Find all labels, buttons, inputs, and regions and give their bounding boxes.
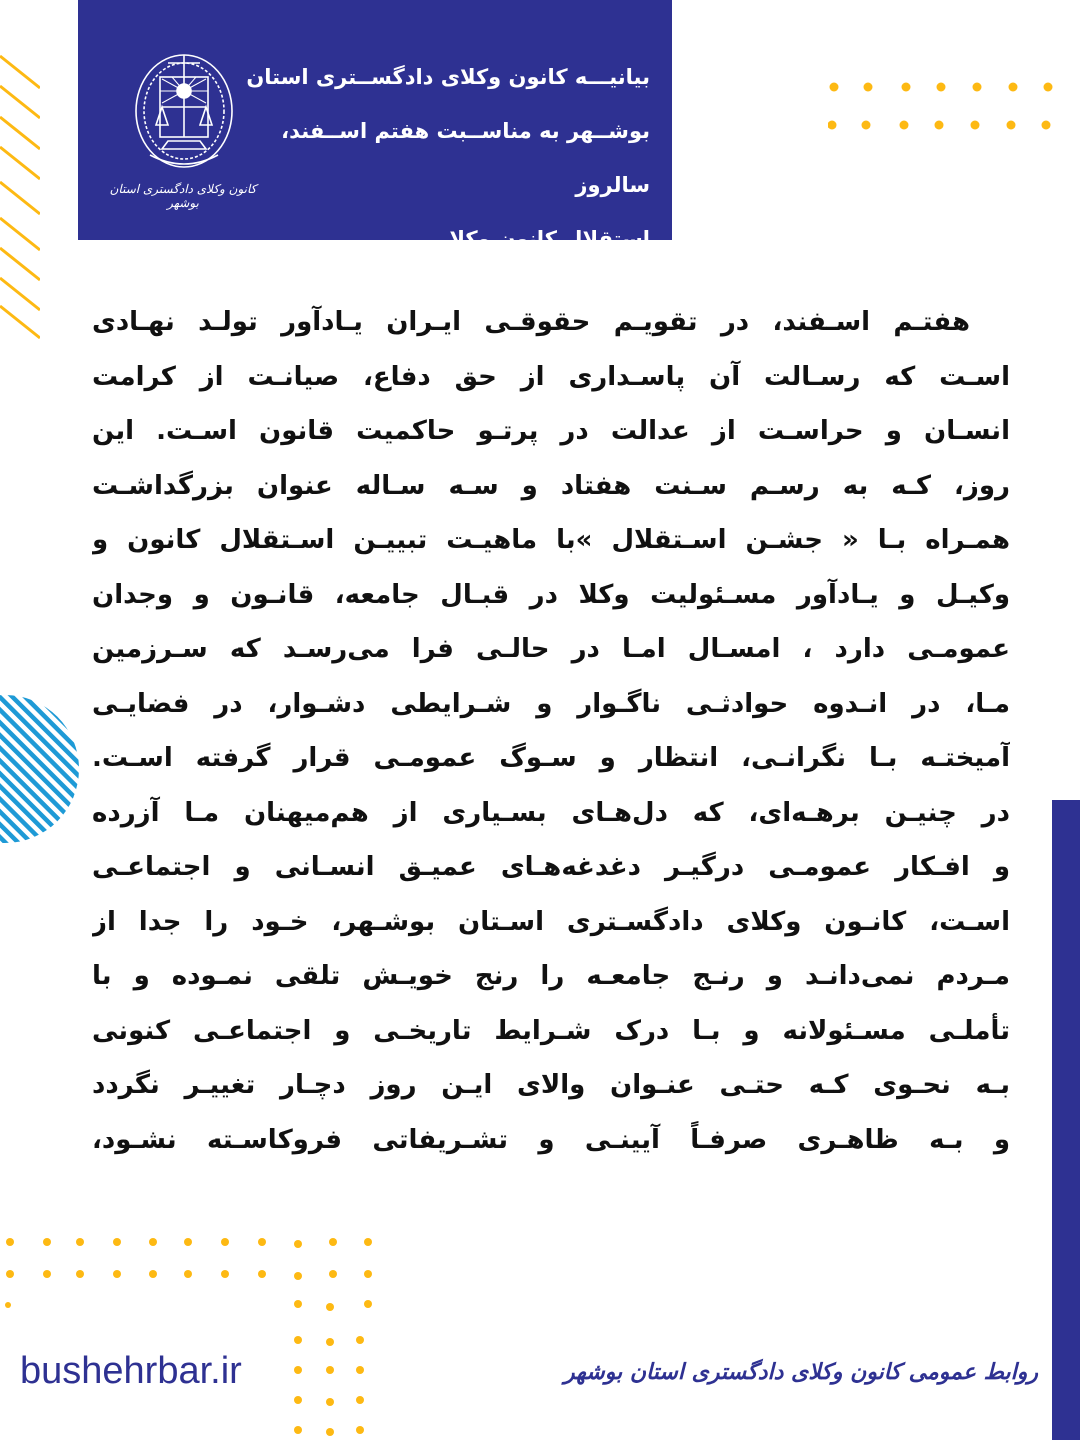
right-accent-bar xyxy=(1052,800,1080,1440)
yellow-dot-grid-bottom-icon xyxy=(0,1230,380,1440)
yellow-diagonal-stripes-icon xyxy=(0,40,40,340)
body-line: آمیختـه بـا نگرانـی، انتظار و سـوگ عمومـی قرار گرفته اسـت. xyxy=(92,743,1010,773)
body-line: تأملـی مسـئولانه و بـا درک شـرایط تاریخـی و اجتماعـی کنونی xyxy=(92,1015,1010,1046)
title-line: بوشــهر به مناســبت هفتم اســفند، سالروز xyxy=(281,119,650,197)
body-line: بـه نحـوی کـه حتـی عنـوان والای ایـن روز دچـار تغییـر نگردد xyxy=(92,1070,1010,1100)
body-line: مـردم نمی‌دانـد و رنـج جامعـه را رنج خویـش تلقی نمـوده و با xyxy=(92,961,1010,991)
title-line: استقلال کانون وکلا xyxy=(449,227,650,251)
statement-body xyxy=(92,295,1010,1167)
yellow-dot-grid-icon xyxy=(828,80,1058,130)
body-line: انسـان و حراسـت از عدالت در پرتـو حاکمیت قانون اسـت. این xyxy=(92,416,1010,446)
title-line: بیانیـــه کانون وکلای دادگســتری استان xyxy=(246,65,650,89)
body-line: همـراه بـا « جشـن اسـتقلال »با ماهیـت تبییـن اسـتقلال کانون و xyxy=(92,525,1010,555)
body-line: مـا، در انـدوه حوادثـی ناگـوار و شـرایطی دشـوار، در فضایـی xyxy=(92,688,1010,719)
body-line: و بـه ظاهـری صرفـاً آیینـی و تشـریفاتی فروکاسـته نشـود، xyxy=(92,1124,1010,1155)
blue-striped-circle-icon xyxy=(0,694,80,844)
body-line: روز، کـه به رسـم سـنت هفتاد و سـه سـاله عنوان بزرگداشـت xyxy=(92,470,1010,501)
body-line: عمومـی دارد ، امسـال امـا در حالـی فرا می‌رسـد که سـرزمین xyxy=(92,634,1010,664)
body-line: هفتـم اسـفند، در تقویـم حقوقـی ایـران یـادآور تولـد نهـادی xyxy=(92,307,970,337)
footer-organization: روابط عمومی کانون وکلای دادگستری استان بوشهر xyxy=(564,1360,1038,1385)
body-line: و افـکار عمومـی درگیـر دغدغه‌هـای عمیـق انسـانی و اجتماعـی xyxy=(92,852,1010,882)
body-line: اسـت، کانـون وکلای دادگسـتری اسـتان بوشـهر، خـود را جدا از xyxy=(92,906,1010,937)
header-banner xyxy=(78,0,672,251)
website-link[interactable]: bushehrbar.ir xyxy=(20,1350,242,1392)
body-line: در چنیـن برهـه‌ای، که دل‌هـای بسـیاری از هم‌میهنان مـا آزرده xyxy=(92,797,1010,828)
emblem-caption: کانون وکلای دادگستری استان بوشهر xyxy=(109,182,257,210)
body-line: وکیـل و یـادآور مسـئولیت وکلا در قبـال جامعه، قانـون و وجدان xyxy=(92,579,1010,610)
body-line: اسـت که رسـالت آن پاسـداری از حق دفاع، صیانـت از کرامت xyxy=(92,361,1010,392)
page-title xyxy=(230,50,650,266)
bar-association-emblem-icon xyxy=(128,45,240,175)
